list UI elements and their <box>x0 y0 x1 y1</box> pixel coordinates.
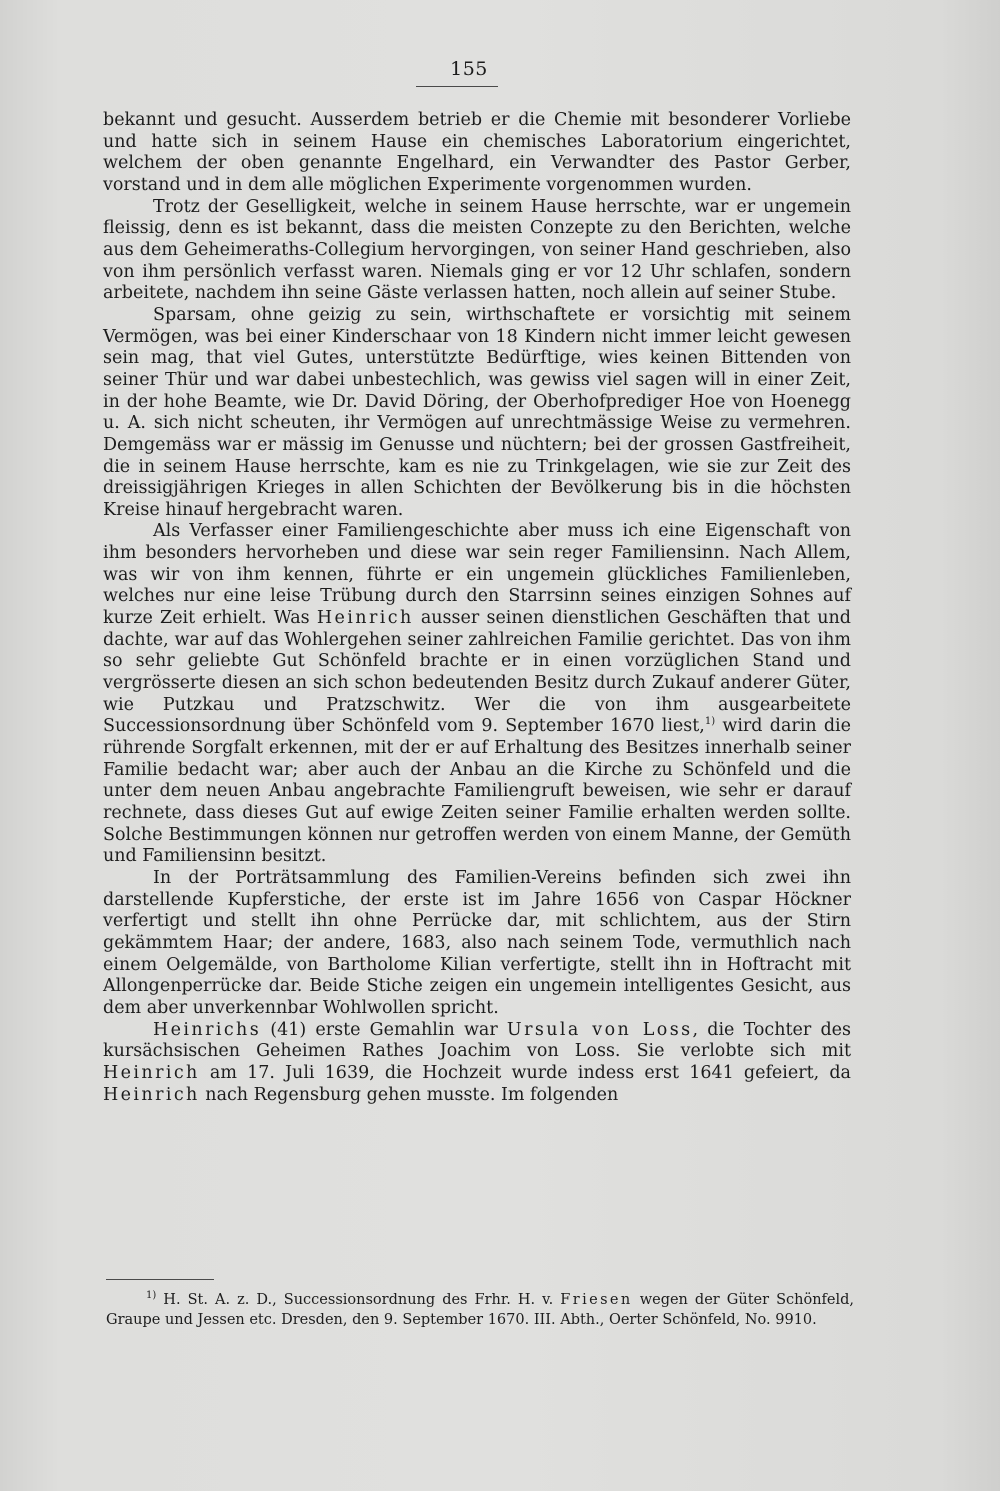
paragraph-text: ausser seinen dienstlichen Geschäften that und dachte, war auf das Wohlergehen seiner zahlreichen Familie gerichtet. Das von ihm so sehr geliebte Gut Schönfeld brachte er in einen vorzüglichen Stand und vergrösserte diesen an sich schon bedeutenden Besitz durch Zukauf anderer Güter, wie Putzkau und Pratzschwitz. Wer die von ihm ausgearbeitete Successionsordnung über Schönfeld vom 9. September 1670 liest, <box>103 608 851 737</box>
paragraph-text: Sparsam, ohne geizig zu sein, wirthschaftete er vorsichtig mit seinem Vermögen, was bei einer Kinderschaar von 18 Kindern nicht immer leicht gewesen sein mag, that viel Gutes, unterstützte Bedürftige, wies keinen Bittenden von seiner Thür und war dabei unbestechlich, was gewiss viel sagen will in einer Zeit, in der hohe Beamte, wie Dr. David Döring, der Oberhofprediger Hoe von Hoenegg u. A. sich nicht scheuten, ihr Vermögen auf unrechtmässige Weise zu vermehren. Demgemäss war er mässig im Genusse und nüchtern; bei der grossen Gastfreiheit, die in seinem Hause herrschte, kam es nie zu Trinkgelagen, wie sie zur Zeit des dreissigjährigen Krieges in allen Schichten der Bevölkerung bis in die höchsten Kreise hinauf hergebracht waren. <box>103 304 851 520</box>
footnote-text: H. St. A. z. D., Successionsordnung des Frhr. H. v. <box>156 1292 561 1308</box>
paragraph-text: In der Porträtsammlung des Familien-Vereins befinden sich zwei ihn darstellende Kupferstiche, der erste ist im Jahre 1656 von Caspar Höckner verfertigt und stellt ihn ohne Perrücke dar, mit schlichtem, aus der Stirn gekämmtem Haar; der andere, 1683, also nach seinem Tode, vermuthlich nach einem Oelgemälde, von Bartholome Kilian verfertigte, stellt ihn in Hoftracht mit Allongenperrücke dar. Beide Stiche zeigen ein ungemein intelligentes Gesicht, aus dem aber unverkennbar Wohlwollen spricht. <box>103 867 851 1018</box>
name-heinrich: Heinrich <box>316 608 414 629</box>
footnote-text: wegen der Güter Schönfeld, Graupe und Jessen etc. Dresden, den 9. September 1670. III. Abth., Oerter Schönfeld, No. 9910. <box>106 1292 855 1328</box>
paragraph-6 <box>103 1020 851 1107</box>
page-number: 155 <box>450 58 488 80</box>
paragraph-text: Trotz der Geselligkeit, welche in seinem Hause herrschte, war er ungemein fleissig, denn es ist bekannt, dass die meisten Conzepte zu den Berichten, welche aus dem Geheimeraths-Collegium hervorgingen, von seiner Hand geschrieben, also von ihm persönlich verfasst waren. Niemals ging er vor 12 Uhr schlafen, sondern arbeitete, nachdem ihn seine Gäste verlassen hatten, noch allein auf seiner Stube. <box>103 196 851 304</box>
paragraph-1 <box>103 110 851 197</box>
footnote-reference: 1) <box>704 716 716 728</box>
paragraph-text: bekannt und gesucht. Ausserdem betrieb er die Chemie mit besonderer Vorliebe und hatte sich in seinem Hause ein chemisches Laboratorium eingerichtet, welchem der oben genannte Engelhard, ein Verwandter des Pastor Gerber, vorstand und in dem alle möglichen Experimente vorgenommen wurden. <box>103 110 851 195</box>
name-heinrichs: Heinrichs <box>153 1019 262 1040</box>
body-text <box>103 110 851 1106</box>
page-number-rule <box>416 86 498 87</box>
paragraph-text: nach Regensburg gehen musste. Im folgenden <box>199 1084 619 1105</box>
paragraph-text: Als Verfasser einer Familiengeschichte aber muss ich eine Eigenschaft von ihm besonders hervorheben und diese war sein reger Familiensinn. Nach Allem, was wir von ihm kennen, führte er ein ungemein glückliches Familienleben, welches nur eine leise Trübung durch den Starrsinn seines einzigen Sohnes auf kurze Zeit erhielt. Was <box>103 521 851 629</box>
paragraph-5 <box>103 868 851 1020</box>
footnote-paragraph <box>106 1290 854 1330</box>
paragraph-4 <box>103 521 851 868</box>
paragraph-text: , die Tochter des kursächsischen Geheimen Rathes Joachim von Loss. Sie verlobte sich mit <box>103 1019 851 1062</box>
name-friesen: Friesen <box>560 1292 633 1308</box>
name-ursula-von-loss: Ursula von Loss <box>506 1019 693 1040</box>
name-heinrich: Heinrich <box>103 1062 200 1083</box>
paragraph-text: am 17. Juli 1639, die Hochzeit wurde indess erst 1641 gefeiert, da <box>199 1062 851 1083</box>
paragraph-3 <box>103 305 851 522</box>
paragraph-2 <box>103 197 851 305</box>
name-heinrich: Heinrich <box>103 1084 200 1105</box>
paragraph-text: (41) erste Gemahlin war <box>261 1019 507 1040</box>
footnote <box>106 1290 854 1330</box>
paragraph-text: wird darin die rührende Sorgfalt erkennen, mit der er auf Erhaltung des Besitzes innerhalb seiner Familie bedacht war; aber auch der Anbau an die Kirche zu Schönfeld und die unter dem neuen Anbau angebrachte Familiengruft beweisen, wie sehr er darauf rechnete, dass dieses Gut auf ewige Zeiten seiner Familie erhalten werden sollte. Solche Bestimmungen können nur getroffen werden von einem Manne, der Gemüth und Familiensinn besitzt. <box>103 716 851 867</box>
footnote-mark: 1) <box>146 1290 157 1302</box>
footnote-separator <box>106 1279 214 1280</box>
